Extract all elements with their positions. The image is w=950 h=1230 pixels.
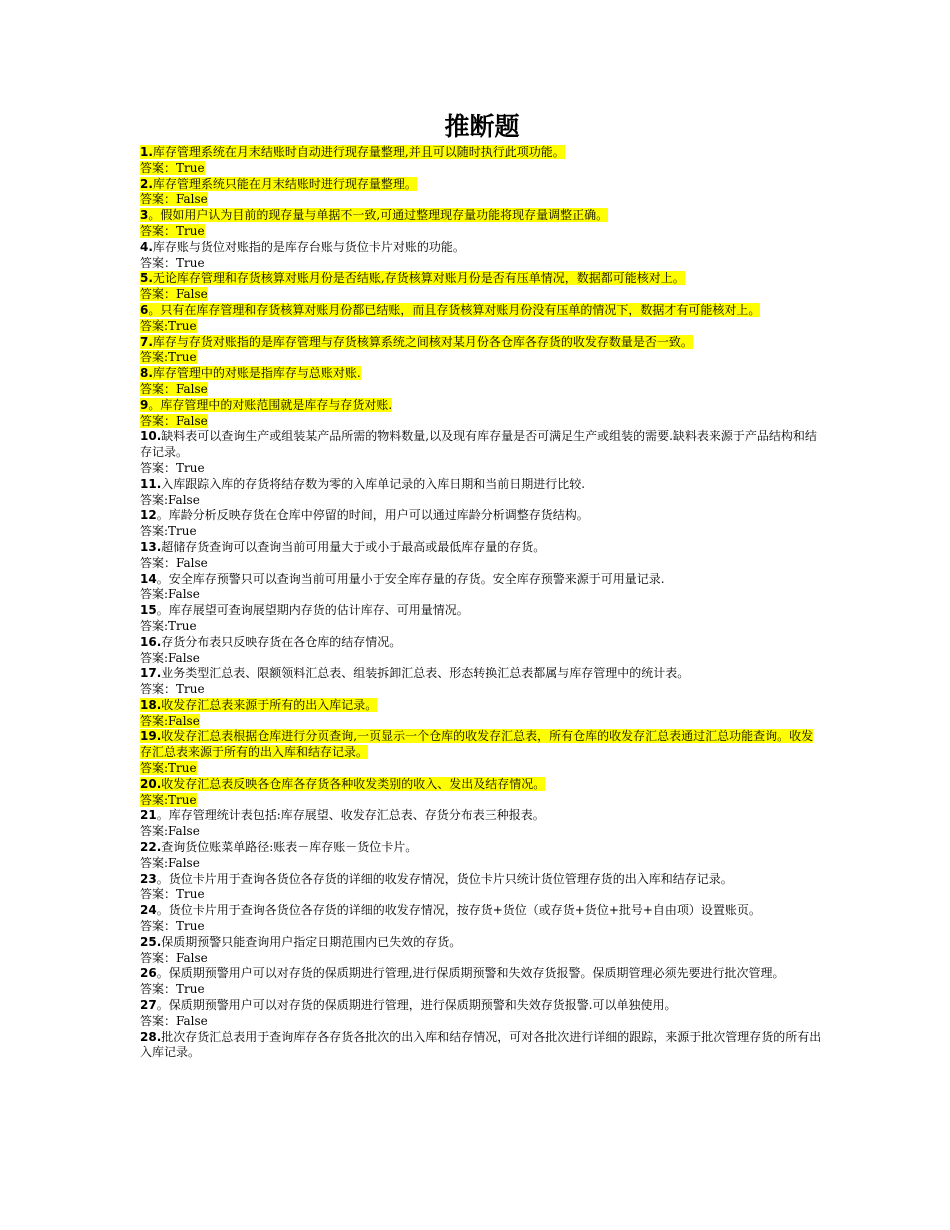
question-number: 20. <box>140 776 162 791</box>
question-body: 。货位卡片用于查询各货位各存货的详细的收发存情况，按存货+货位（或存货+货位+批号+自由项）设置账页。 <box>156 903 761 918</box>
question-item <box>140 808 824 840</box>
question-item <box>140 240 824 272</box>
question-item <box>140 872 824 904</box>
question-number: 23 <box>140 871 157 886</box>
question-text <box>140 840 824 856</box>
question-number: 24 <box>140 903 157 918</box>
question-text <box>140 935 824 951</box>
question-text <box>140 508 824 524</box>
question-number: 25. <box>140 934 162 949</box>
question-text <box>140 777 824 793</box>
question-number: 14 <box>140 571 157 586</box>
question-item <box>140 966 824 998</box>
answer-text: 答案:False <box>140 713 200 728</box>
question-item <box>140 366 824 398</box>
answer-text: 答案:False <box>140 824 200 839</box>
question-text <box>140 366 824 382</box>
question-body: 库存账与货位对账指的是库存台账与货位卡片对账的功能。 <box>152 239 465 254</box>
question-number: 6 <box>140 302 149 317</box>
answer-text: 答案:True <box>140 761 197 776</box>
question-text <box>140 572 824 588</box>
question-body: 。货位卡片用于查询各货位各存货的详细的收发存情况，货位卡片只统计货位管理存货的出入库和结存记录。 <box>156 871 733 886</box>
answer-text: 答案:False <box>140 492 200 507</box>
question-text <box>140 603 824 619</box>
answer-text: 答案：True <box>140 160 205 175</box>
question-text <box>140 666 824 682</box>
question-number: 17. <box>140 666 162 681</box>
question-item <box>140 335 824 367</box>
page-title: 推断题 <box>444 112 520 141</box>
question-body: 。保质期预警用户可以对存货的保质期进行管理,进行保质期预警和失效存货报警。保质期管理必须先要进行批次管理。 <box>156 966 785 981</box>
question-number: 11. <box>140 476 162 491</box>
question-item <box>140 477 824 509</box>
question-body: 。库龄分析反映存货在仓库中停留的时间，用户可以通过库龄分析调整存货结构。 <box>156 508 589 523</box>
question-item <box>140 572 824 604</box>
question-text <box>140 729 824 761</box>
answer-text: 答案：False <box>140 555 208 570</box>
question-item <box>140 508 824 540</box>
answer-text: 答案：False <box>140 287 208 302</box>
question-body: 。安全库存预警只可以查询当前可用量小于安全库存量的存货。安全库存预警来源于可用量记录. <box>156 571 665 586</box>
question-body: 库存管理系统在月末结账时自动进行现存量整理,并且可以随时执行此项功能。 <box>152 145 565 159</box>
answer-text: 答案：False <box>140 950 208 965</box>
answer-text: 答案：True <box>140 982 205 997</box>
question-number: 1. <box>140 145 153 159</box>
question-body: 库存管理系统只能在月末结账时进行现存量整理。 <box>152 176 417 191</box>
answer-text: 答案:False <box>140 855 200 870</box>
question-number: 22. <box>140 840 162 855</box>
question-text <box>140 398 824 414</box>
question-number: 19. <box>140 729 162 744</box>
question-text <box>140 303 824 319</box>
question-item <box>140 303 824 335</box>
question-number: 27 <box>140 998 157 1013</box>
question-item <box>140 540 824 572</box>
question-text <box>140 240 824 256</box>
answer-text: 答案:False <box>140 650 200 665</box>
question-item <box>140 729 824 776</box>
question-text <box>140 335 824 351</box>
question-item <box>140 429 824 476</box>
answer-text: 答案：True <box>140 919 205 934</box>
question-number: 28. <box>140 1029 162 1044</box>
question-text <box>140 698 824 714</box>
question-body: 缺料表可以查询生产或组装某产品所需的物料数量,以及现有库存量是否可满足生产或组装的需要.缺料表来源于产品结构和结存记录。 <box>140 429 817 460</box>
question-item <box>140 777 824 809</box>
question-text <box>140 429 824 461</box>
question-item <box>140 698 824 730</box>
question-text <box>140 966 824 982</box>
question-body: 。保质期预警用户可以对存货的保质期进行管理，进行保质期预警和失效存货报警.可以单独使用。 <box>156 998 677 1013</box>
question-text <box>140 208 824 224</box>
answer-text: 答案：False <box>140 413 208 428</box>
question-body: 无论库存管理和存货核算对账月份是否结账,存货核算对账月份是否有压单情况，数据都可能核对上。 <box>152 271 685 286</box>
question-number: 16. <box>140 634 162 649</box>
answer-text: 答案：True <box>140 255 205 270</box>
question-text <box>140 903 824 919</box>
question-body: 收发存汇总表根据仓库进行分页查询,一页显示一个仓库的收发存汇总表，所有仓库的收发存汇总表通过汇总功能查询。收发存汇总表来源于所有的出入库和结存记录。 <box>140 729 814 760</box>
question-body: 入库跟踪入库的存货将结存数为零的入库单记录的入库日期和当前日期进行比较. <box>161 476 586 491</box>
question-text <box>140 271 824 287</box>
question-item <box>140 603 824 635</box>
answer-text: 答案：False <box>140 192 208 207</box>
question-item <box>140 208 824 240</box>
question-text <box>140 998 824 1014</box>
question-number: 21 <box>140 808 157 823</box>
answer-text: 答案：False <box>140 381 208 396</box>
answer-text: 答案：False <box>140 1013 208 1028</box>
question-number: 18. <box>140 697 162 712</box>
question-number: 13. <box>140 539 162 554</box>
answer-text: 答案：True <box>140 682 205 697</box>
question-body: 收发存汇总表反映各仓库各存货各种收发类别的收入、发出及结存情况。 <box>161 776 546 791</box>
question-number: 10. <box>140 429 162 444</box>
question-item <box>140 635 824 667</box>
answer-text: 答案:True <box>140 792 197 807</box>
question-body: 。库存管理中的对账范围就是库存与存货对账. <box>148 397 393 412</box>
question-body: 。库存展望可查询展望期内存货的估计库存、可用量情况。 <box>156 603 469 618</box>
question-text <box>140 635 824 651</box>
question-text <box>140 1030 824 1062</box>
question-body: 库存管理中的对账是指库存与总账对账. <box>152 366 361 381</box>
question-number: 9 <box>140 397 149 412</box>
question-body: 业务类型汇总表、限额领料汇总表、组装拆卸汇总表、形态转换汇总表都属与库存管理中的统计表。 <box>161 666 690 681</box>
question-number: 26 <box>140 966 157 981</box>
question-item <box>140 271 824 303</box>
question-number: 5. <box>140 271 153 286</box>
question-number: 15 <box>140 603 157 618</box>
question-text <box>140 477 824 493</box>
question-item <box>140 666 824 698</box>
answer-text: 答案:True <box>140 618 197 633</box>
question-text <box>140 872 824 888</box>
question-body: 保质期预警只能查询用户指定日期范围内已失效的存货。 <box>161 934 462 949</box>
question-text <box>140 808 824 824</box>
question-item <box>140 398 824 430</box>
answer-text: 答案:True <box>140 524 197 539</box>
answer-text: 答案：True <box>140 460 205 475</box>
question-body: 库存与存货对账指的是库存管理与存货核算系统之间核对某月份各仓库各存货的收发存数量是否一致。 <box>152 334 693 349</box>
question-number: 2. <box>140 176 153 191</box>
question-number: 3 <box>140 208 149 223</box>
answer-text: 答案:False <box>140 587 200 602</box>
question-number: 12 <box>140 508 157 523</box>
question-item <box>140 1030 824 1062</box>
question-body: 存货分布表只反映存货在各仓库的结存情况。 <box>161 634 402 649</box>
question-text <box>140 145 824 161</box>
question-body: 批次存货汇总表用于查询库存各存货各批次的出入库和结存情况，可对各批次进行详细的跟踪，来源于批次管理存货的所有出入库记录。 <box>140 1029 822 1060</box>
question-number: 8. <box>140 366 153 381</box>
question-text <box>140 540 824 556</box>
answer-text: 答案:True <box>140 350 197 365</box>
question-item <box>140 935 824 967</box>
answer-text: 答案：True <box>140 223 205 238</box>
question-item <box>140 177 824 209</box>
question-item <box>140 998 824 1030</box>
question-text <box>140 177 824 193</box>
question-item <box>140 145 824 177</box>
question-item <box>140 840 824 872</box>
answer-text: 答案：True <box>140 887 205 902</box>
question-body: 超储存货查询可以查询当前可用量大于或小于最高或最低库存量的存货。 <box>161 539 546 554</box>
question-body: 查询货位账菜单路径:账表－库存账－货位卡片。 <box>161 840 418 855</box>
question-number: 7. <box>140 334 153 349</box>
answer-text: 答案:True <box>140 318 197 333</box>
question-body: 。库存管理统计表包括:库存展望、收发存汇总表、存货分布表三种报表。 <box>156 808 545 823</box>
question-body: 收发存汇总表来源于所有的出入库记录。 <box>161 697 378 712</box>
question-body: 。假如用户认为目前的现存量与单据不一致,可通过整理现存量功能将现存量调整正确。 <box>148 208 609 223</box>
question-list <box>140 145 824 1061</box>
question-item <box>140 903 824 935</box>
question-body: 。只有在库存管理和存货核算对账月份都已结账，而且存货核算对账月份没有压单的情况下，数据才有可能核对上。 <box>148 302 761 317</box>
question-number: 4. <box>140 239 153 254</box>
document-page <box>140 112 824 1061</box>
